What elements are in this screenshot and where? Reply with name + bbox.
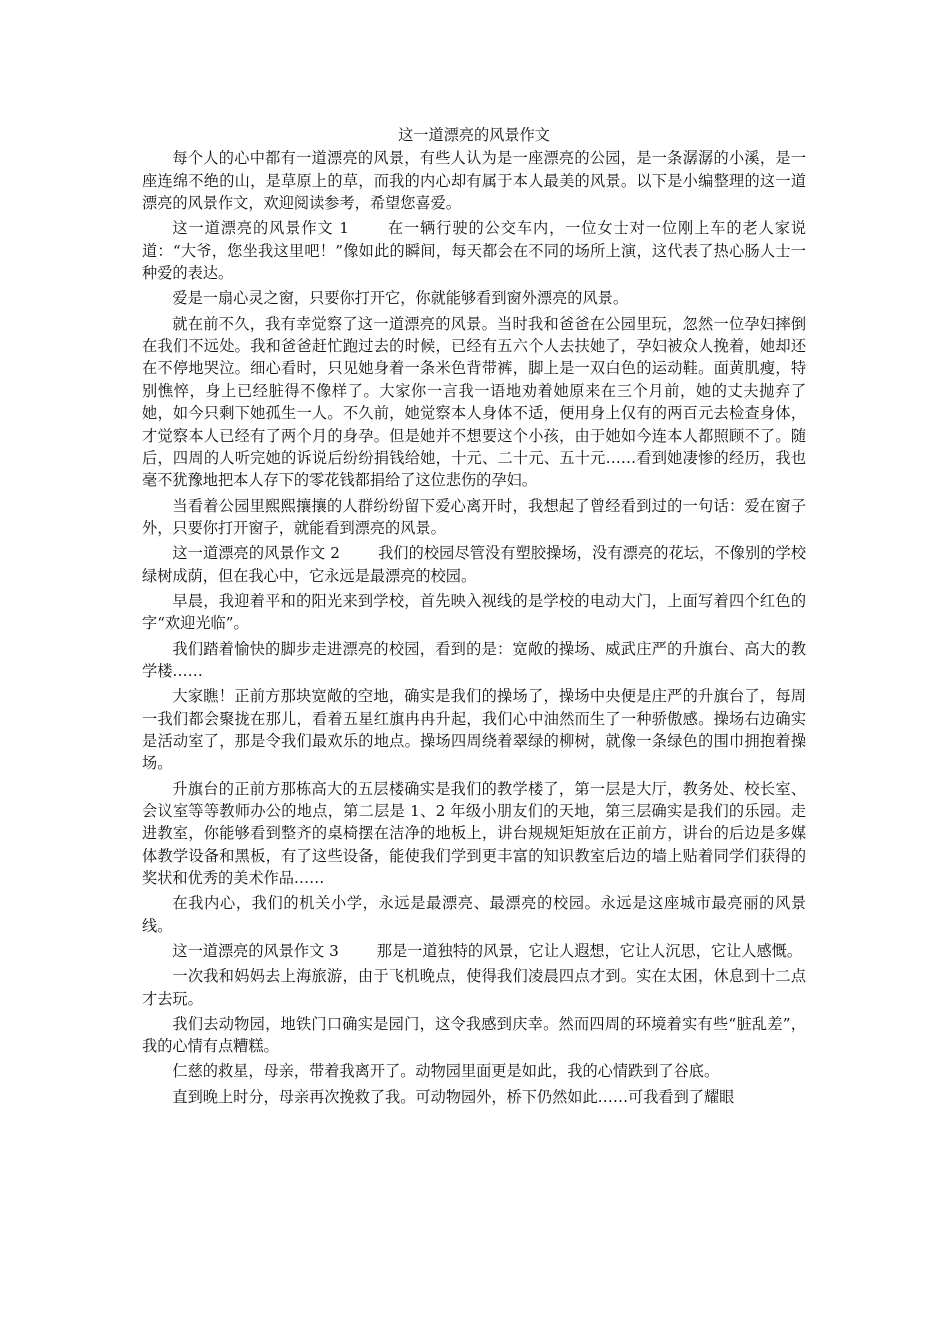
paragraph-text: 我们踏着愉快的脚步走进漂亮的校园，看到的是：宽敞的操场、威武庄严的升旗台、高大的教学楼……: [142, 639, 806, 680]
paragraph-intro: [142, 147, 806, 214]
paragraph: [142, 1013, 806, 1058]
paragraph-text: 直到晚上时分，母亲再次挽救了我。可动物园外，桥下仍然如此……可我看到了耀眼: [172, 1087, 735, 1106]
paragraph-text: 我们去动物园，地铁门口确实是园门，这令我感到庆幸。然而四周的环境着实有些“脏乱差”，我的心情有点糟糕。: [142, 1014, 806, 1056]
paragraph: [142, 892, 806, 937]
paragraph: [142, 685, 806, 775]
paragraph-text: 那是一道独特的风景，它让人遐想，它让人沉思，它让人感慨。: [376, 941, 803, 960]
paragraph-last: [142, 1086, 806, 1108]
paragraph-essay-3-start: [142, 940, 806, 962]
paragraph-text: 在一辆行驶的公交车内，一位女士对一位刚上车的老人家说道：“大爷，您坐我这里吧！”像如此的瞬间，每天都会在不同的场所上演，这代表了热心肠人士一种爱的表达。: [142, 219, 807, 283]
paragraph-text: 就在前不久，我有幸觉察了这一道漂亮的风景。当时我和爸爸在公园里玩，忽然一位孕妇摔倒在我们不远处。我和爸爸赶忙跑过去的时候，已经有五六个人去扶她了，孕妇被众人挽着，她却还在不停地哭泣。细心看时，只见她身着一条米色背带裤，脚上是一双白色的运动鞋。面黄肌瘦，特别憔悴，身上已经脏得不像样了。大家你一言我一语地劝着她原来在三个月前，她的丈夫抛弃了她，如今只剩下她孤生一人。不久前，她觉察本人身体不适，便用身上仅有的两百元去检查身体，才觉察本人已经有了两个月的身孕。但是她并不想要这个小孩，由于她如今连本人都照顾不了。随后，四周的人听完她的诉说后纷纷捐钱给她，十元、二十元、五十元……看到她凄惨的经历，我也毫不犹豫地把本人存下的零花钱都捐给了这位悲伤的孕妇。: [142, 314, 806, 490]
paragraph-text: 早晨，我迎着平和的阳光来到学校，首先映入视线的是学校的电动大门，上面写着四个红色的字“欢迎光临”。: [142, 591, 806, 633]
paragraph: [142, 965, 806, 1010]
paragraph-text: 当看着公园里熙熙攘攘的人群纷纷留下爱心离开时，我想起了曾经看到过的一句话：爱在窗子外，只要你打开窗子，就能看到漂亮的风景。: [142, 496, 806, 538]
paragraph: [142, 313, 806, 492]
paragraph-text: 每个人的心中都有一道漂亮的风景，有些人认为是一座漂亮的公园，是一条潺潺的小溪，是一座连绵不绝的山，是草原上的草，而我的内心却有属于本人最美的风景。以下是小编整理的这一道漂亮的风景作文，欢迎阅读参考，希望您喜爱。: [142, 149, 806, 213]
paragraph-text: 爱是一扇心灵之窗，只要你打开它，你就能够看到窗外漂亮的风景。: [172, 289, 629, 308]
paragraph: [142, 590, 806, 635]
paragraph: [142, 778, 806, 890]
paragraph: [142, 495, 806, 540]
essay-heading-2: 这一道漂亮的风景作文 2: [172, 544, 340, 563]
document-title: 这一道漂亮的风景作文: [398, 126, 550, 144]
paragraph-text: 一次我和妈妈去上海旅游，由于飞机晚点，使得我们凌晨四点才到。实在太困，休息到十二点才去玩。: [142, 967, 806, 1008]
essay-heading-3: 这一道漂亮的风景作文 3: [172, 941, 339, 960]
paragraph-essay-1-start: [142, 217, 806, 284]
paragraph: [142, 638, 806, 683]
paragraph-text: 在我内心，我们的机关小学，永远是最漂亮、最漂亮的校园。永远是这座城市最亮丽的风景线。: [142, 894, 806, 935]
document-page: [142, 124, 806, 1111]
paragraph-text: 升旗台的正前方那栋高大的五层楼确实是我们的教学楼了，第一层是大厅，教务处、校长室、会议室等等教师办公的地点，第二层是 1、2 年级小朋友们的天地，第三层确实是我们的乐园。走进教室，你能够看到整齐的桌椅摆在洁净的地板上，讲台规规矩矩放在正前方，讲台的后边是多媒体教学设备和黑板，有了这些设备，能使我们学到更丰富的知识教室后边的墙上贴着同学们获得的奖状和优秀的美术作品……: [142, 779, 806, 888]
paragraph-text: 我们的校园尽管没有塑胶操场，没有漂亮的花坛，不像别的学校绿树成荫，但在我心中，它永远是最漂亮的校园。: [142, 544, 807, 585]
paragraph-essay-2-start: [142, 542, 806, 587]
paragraph-text: 大家瞧！正前方那块宽敞的空地，确实是我们的操场了，操场中央便是庄严的升旗台了，每周一我们都会聚拢在那儿，看着五星红旗冉冉升起，我们心中油然而生了一种骄傲感。操场右边确实是活动室了，那是令我们最欢乐的地点。操场四周绕着翠绿的柳树，就像一条绿色的围巾拥抱着操场。: [142, 687, 806, 773]
paragraph-text: 仁慈的救星，母亲，带着我离开了。动物园里面更是如此，我的心情跌到了谷底。: [172, 1062, 720, 1081]
paragraph: [142, 287, 806, 309]
essay-heading-1: 这一道漂亮的风景作文 1: [172, 219, 349, 238]
paragraph: [142, 1060, 806, 1082]
